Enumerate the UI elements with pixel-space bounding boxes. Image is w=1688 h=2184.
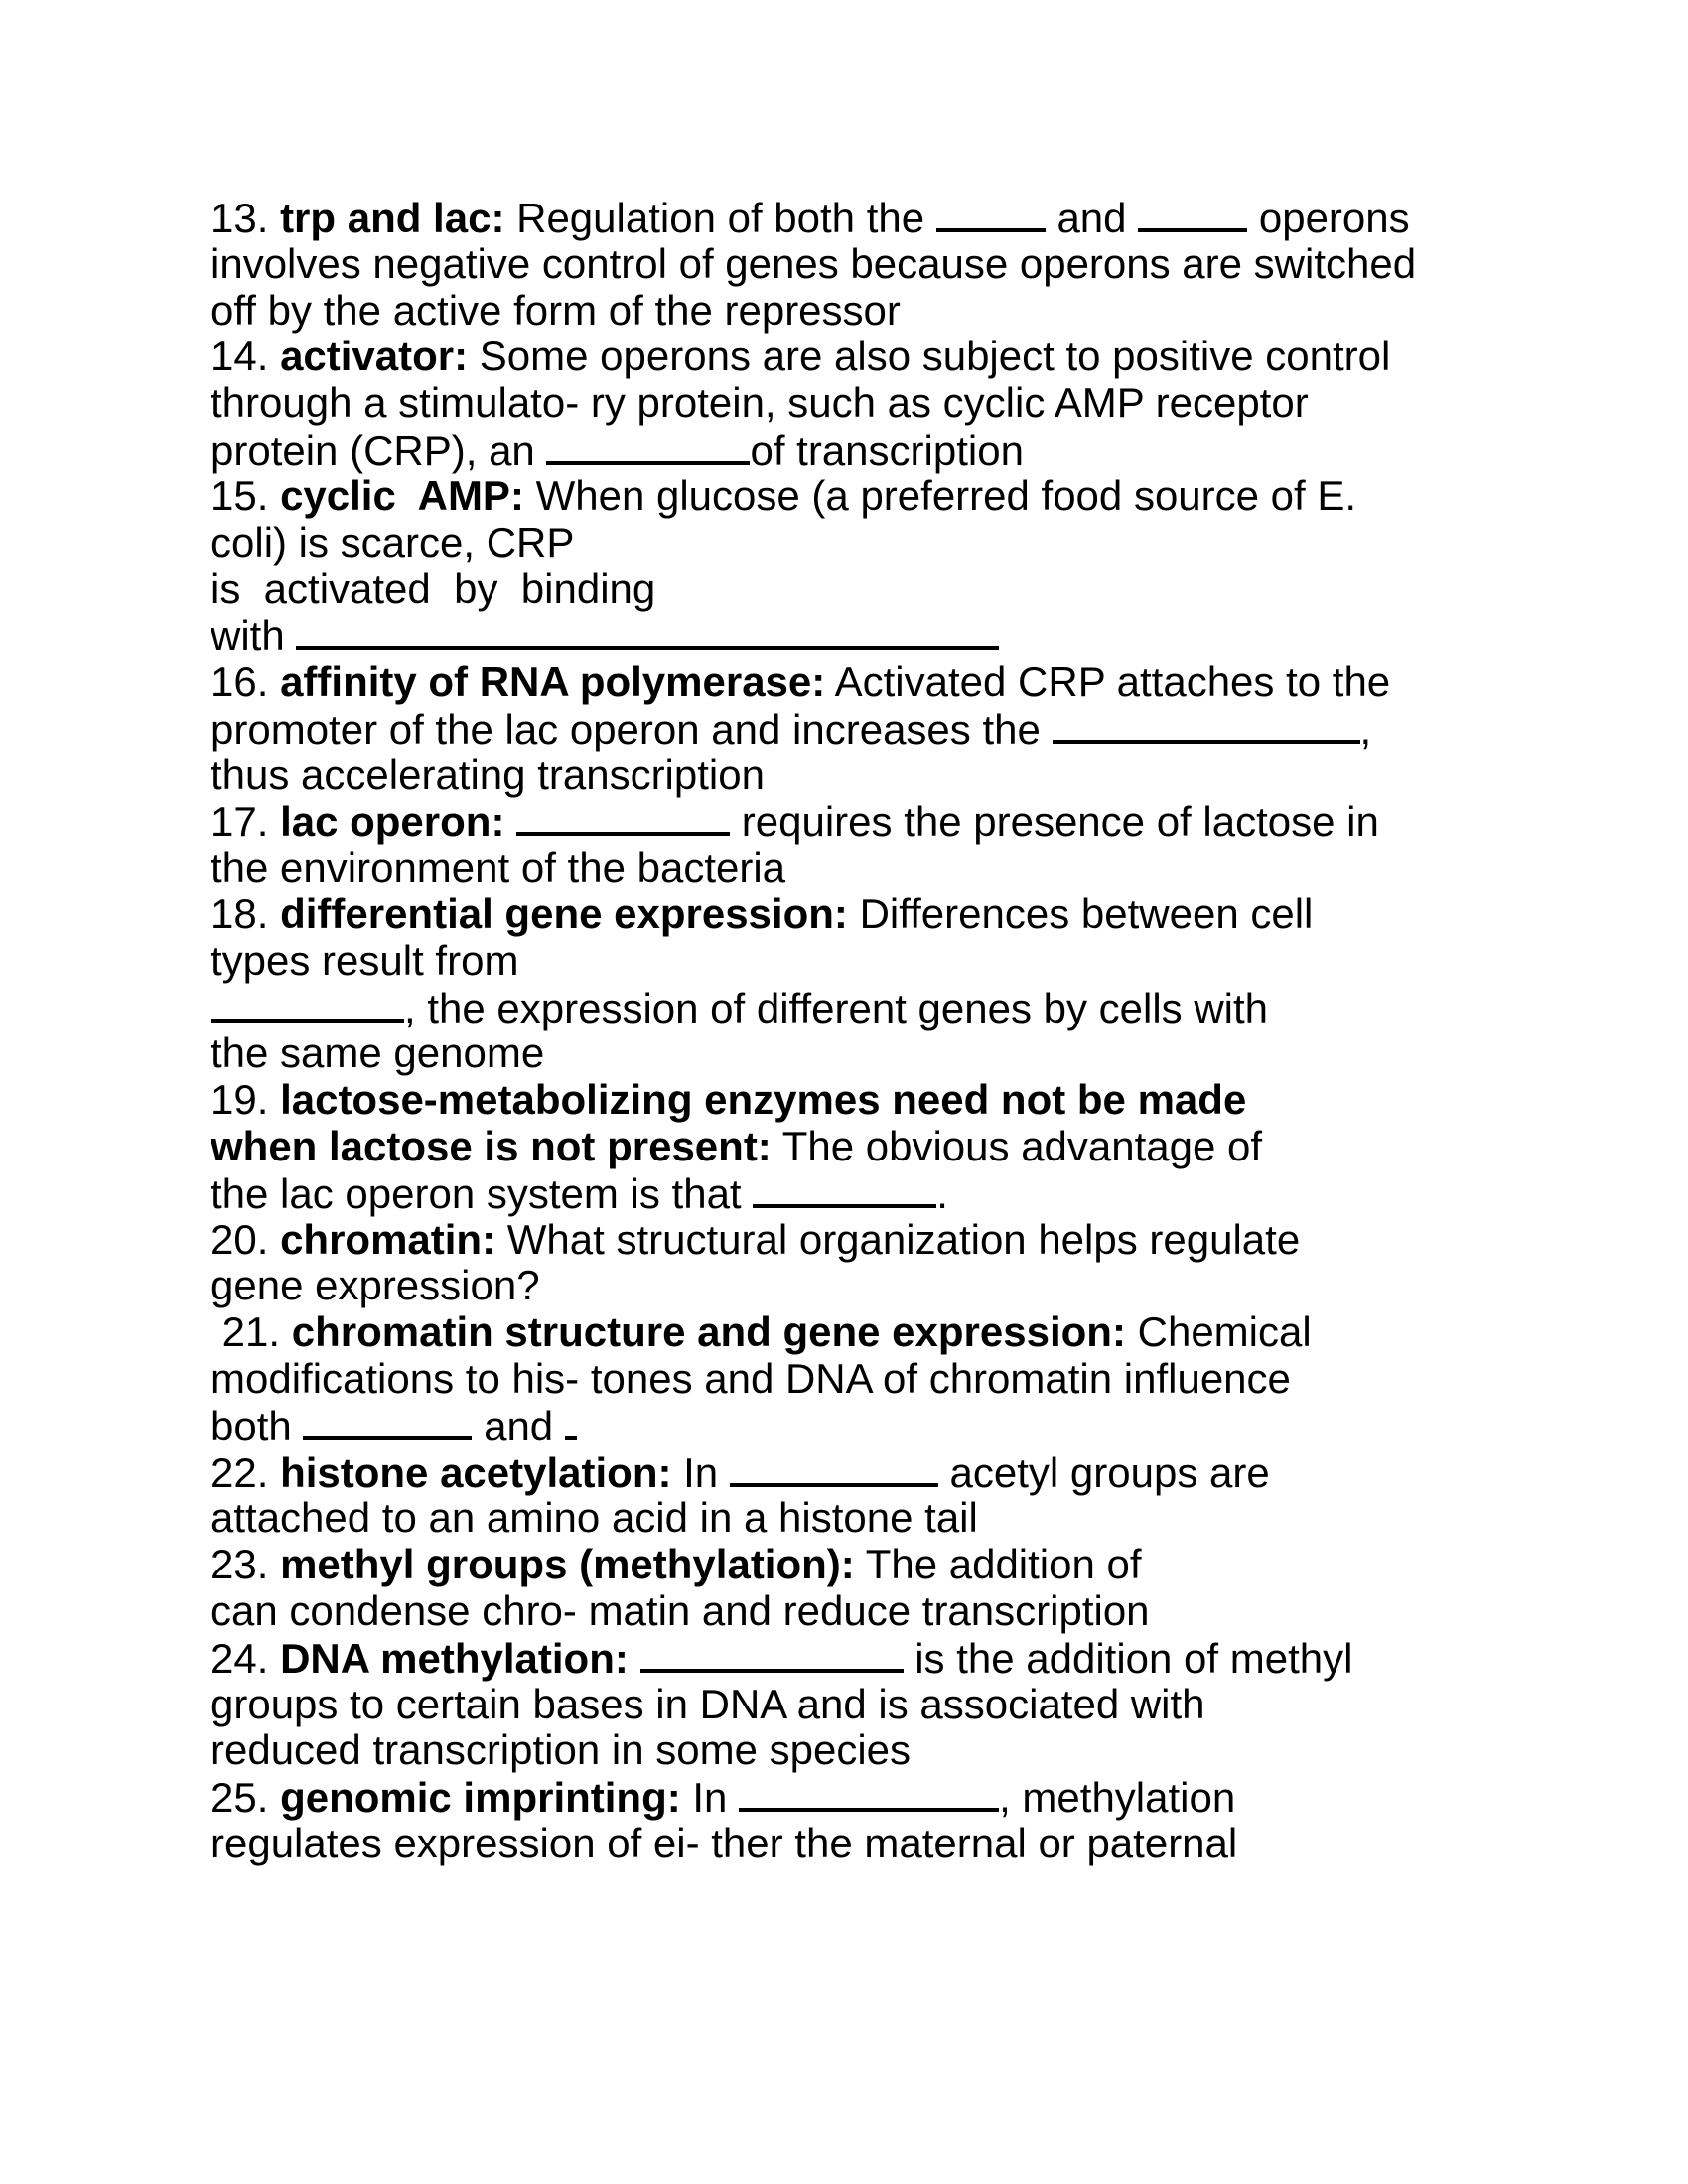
item-text: involves negative control of genes because operons are switched	[211, 239, 1417, 287]
item-text: Chemical	[1137, 1308, 1312, 1356]
item-24-line-3	[211, 1727, 1501, 1774]
item-text: requires the presence of lactose in	[741, 798, 1379, 846]
item-text: The obvious advantage of	[781, 1122, 1263, 1169]
item-text: with	[211, 613, 285, 660]
worksheet-page	[211, 195, 1501, 1867]
item-text: acetyl groups are	[949, 1448, 1270, 1496]
item-21-line-2	[211, 1356, 1501, 1403]
item-19-line-3	[211, 1170, 1501, 1217]
item-text: coli) is scarce, CRP	[211, 518, 575, 566]
answer-blank[interactable]	[730, 1449, 938, 1487]
item-13-line-1	[211, 195, 1501, 241]
item-number: 19.	[211, 1076, 269, 1124]
item-17-line-1	[211, 798, 1501, 845]
item-19-line-2	[211, 1124, 1501, 1170]
item-15-line-1	[211, 474, 1501, 520]
item-15-line-4	[211, 613, 1501, 659]
item-20-line-1	[211, 1217, 1501, 1264]
item-text: attached to an amino acid in a histone tail	[211, 1494, 978, 1542]
item-21-line-3	[211, 1403, 1501, 1449]
item-24-line-1	[211, 1635, 1501, 1682]
item-term: genomic imprinting:	[280, 1774, 681, 1822]
item-14-line-3	[211, 427, 1501, 474]
item-term: methyl groups (methylation):	[280, 1541, 855, 1588]
item-number: 23.	[211, 1541, 269, 1588]
item-text: is the addition of methyl	[914, 1634, 1353, 1682]
item-18-line-1	[211, 891, 1501, 938]
item-18-line-4	[211, 1030, 1501, 1077]
item-text: regulates expression of ei- ther the maternal or paternal	[211, 1819, 1238, 1866]
item-term: DNA methylation:	[280, 1634, 629, 1682]
item-number: 24.	[211, 1634, 269, 1682]
item-23-line-1	[211, 1542, 1501, 1588]
item-text: In	[692, 1774, 728, 1822]
item-term: trp and lac:	[280, 195, 505, 241]
item-number: 18.	[211, 889, 269, 937]
item-15-line-3	[211, 566, 1501, 613]
answer-blank[interactable]	[211, 985, 404, 1023]
item-term: activator:	[280, 333, 469, 380]
item-text: types result from	[211, 936, 519, 984]
item-text: and	[484, 1402, 554, 1449]
item-text: When glucose (a preferred food source of E.	[535, 472, 1357, 519]
item-term: differential gene expression:	[280, 889, 848, 937]
item-text: , methylation	[999, 1774, 1236, 1822]
item-text: modifications to his- tones and DNA of chromatin influence	[211, 1354, 1291, 1402]
item-number: 20.	[211, 1215, 269, 1263]
item-25-line-1	[211, 1774, 1501, 1821]
item-text: Differences between cell	[859, 889, 1314, 937]
answer-blank[interactable]	[296, 613, 999, 650]
item-text: operons	[1258, 195, 1410, 241]
item-term: affinity of RNA polymerase:	[280, 657, 826, 705]
item-number: 15.	[211, 472, 269, 519]
item-text: gene expression?	[211, 1262, 540, 1309]
item-21-line-1	[211, 1309, 1501, 1356]
answer-blank[interactable]	[936, 195, 1046, 232]
item-text: thus accelerating transcription	[211, 751, 765, 798]
item-term: lactose-metabolizing enzymes need not be made	[280, 1076, 1247, 1124]
item-text: reduced transcription in some species	[211, 1726, 912, 1774]
item-17-line-2	[211, 845, 1501, 891]
item-text: the same genome	[211, 1029, 545, 1077]
item-18-line-2	[211, 938, 1501, 985]
item-text: In	[683, 1448, 719, 1496]
item-23-line-2	[211, 1588, 1501, 1635]
item-16-line-2	[211, 706, 1501, 752]
item-text: of transcription	[750, 426, 1024, 474]
item-number: 22.	[211, 1448, 269, 1496]
item-term: cyclic AMP:	[280, 472, 524, 519]
item-text: protein (CRP), an	[211, 426, 535, 474]
answer-blank[interactable]	[1053, 706, 1360, 744]
item-text: Some operons are also subject to positive control	[479, 333, 1391, 380]
item-text: The addition of	[865, 1541, 1142, 1588]
item-number: 25.	[211, 1774, 269, 1822]
answer-blank[interactable]	[303, 1403, 472, 1440]
item-24-line-2	[211, 1682, 1501, 1728]
item-text: groups to certain bases in DNA and is associated with	[211, 1680, 1205, 1727]
item-25-line-2	[211, 1821, 1501, 1867]
answer-blank[interactable]	[565, 1403, 577, 1440]
item-text: .	[936, 1169, 948, 1217]
answer-blank[interactable]	[640, 1635, 904, 1673]
item-13-line-2	[211, 241, 1501, 288]
item-term: lac operon:	[280, 798, 505, 846]
item-text: promoter of the lac operon and increases the	[211, 705, 1041, 752]
item-text: can condense chro- matin and reduce transcription	[211, 1586, 1150, 1634]
answer-blank[interactable]	[516, 798, 730, 836]
item-13-line-3	[211, 288, 1501, 335]
item-number: 16.	[211, 657, 269, 705]
item-term: chromatin:	[280, 1215, 496, 1263]
item-14-line-2	[211, 380, 1501, 427]
item-term: histone acetylation:	[280, 1448, 672, 1496]
item-14-line-1	[211, 334, 1501, 380]
item-text: off by the active form of the repressor	[211, 286, 901, 334]
item-number: 17.	[211, 798, 269, 846]
item-15-line-2	[211, 520, 1501, 567]
item-term: when lactose is not present:	[211, 1122, 772, 1169]
item-text: is activated by binding	[211, 565, 656, 613]
item-19-line-1	[211, 1077, 1501, 1124]
item-text: both	[211, 1402, 292, 1449]
item-text: What structural organization helps regulate	[506, 1215, 1301, 1263]
item-18-line-3	[211, 985, 1501, 1031]
answer-blank[interactable]	[546, 427, 750, 465]
item-number: 13.	[211, 195, 269, 241]
answer-blank[interactable]	[753, 1170, 936, 1208]
answer-blank[interactable]	[1138, 195, 1247, 232]
item-20-line-2	[211, 1263, 1501, 1309]
item-text: Regulation of both the	[516, 195, 925, 241]
item-text: the environment of the bacteria	[211, 844, 786, 891]
item-text: , the expression of different genes by cells with	[404, 984, 1269, 1031]
item-16-line-3	[211, 752, 1501, 799]
item-22-line-1	[211, 1449, 1501, 1496]
item-term: chromatin structure and gene expression:	[291, 1308, 1126, 1356]
item-22-line-2	[211, 1495, 1501, 1542]
item-text: the lac operon system is that	[211, 1169, 742, 1217]
item-16-line-1	[211, 659, 1501, 706]
item-text: and	[1056, 195, 1127, 241]
item-number: 14.	[211, 333, 269, 380]
item-text: Activated CRP attaches to the	[834, 657, 1391, 705]
item-number: 21.	[221, 1308, 281, 1356]
item-text: ,	[1359, 705, 1372, 752]
answer-blank[interactable]	[739, 1774, 999, 1812]
item-text: through a stimulato- ry protein, such as cyclic AMP receptor	[211, 379, 1309, 427]
